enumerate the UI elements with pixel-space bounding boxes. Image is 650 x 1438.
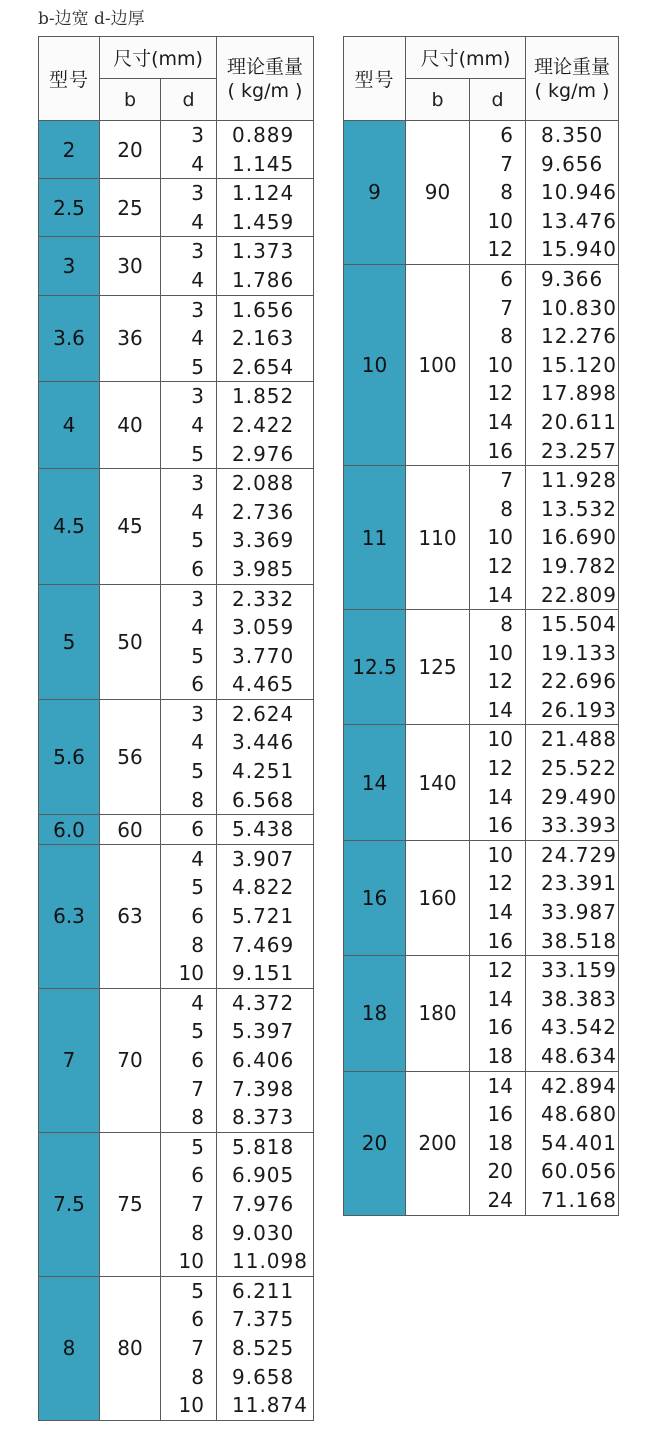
model-cell: 2: [39, 121, 100, 179]
table-row: [344, 840, 619, 955]
thickness-value: 8: [500, 180, 513, 205]
thickness-value: 5: [191, 875, 204, 900]
width-b-cell: 80: [100, 1276, 161, 1420]
header-model: 型号: [344, 37, 406, 121]
thickness-value: 7: [500, 468, 513, 493]
weight-value: 23.257: [541, 438, 617, 463]
thickness-value: 5: [191, 528, 204, 553]
thickness-d-cell: [470, 725, 526, 840]
thickness-value: 10: [487, 525, 513, 550]
model-cell: 18: [344, 956, 406, 1071]
width-b-cell: 60: [100, 815, 161, 845]
weight-value: 4.251: [232, 759, 295, 784]
thickness-value: 6: [191, 556, 204, 581]
weight-value: 11.098: [232, 1249, 308, 1274]
thickness-d-cell: [161, 699, 217, 814]
header-size: 尺寸(mm): [406, 37, 526, 79]
weight-value: 54.401: [541, 1130, 617, 1155]
thickness-value: 16: [487, 438, 513, 463]
table-row: [39, 815, 314, 845]
table-row: [39, 699, 314, 814]
thickness-d-cell: [161, 179, 217, 237]
thickness-value: 4: [191, 615, 204, 640]
thickness-value: 8: [191, 1220, 204, 1245]
thickness-value: 6: [191, 1307, 204, 1332]
weight-value: 22.809: [541, 582, 617, 607]
weight-value: 5.818: [232, 1134, 295, 1159]
thickness-value: 4: [191, 267, 204, 292]
weight-value: 2.088: [232, 471, 295, 496]
weight-value: 1.459: [232, 209, 295, 234]
thickness-value: 4: [191, 846, 204, 871]
weight-value: 3.059: [232, 615, 295, 640]
thickness-value: 8: [191, 1105, 204, 1130]
thickness-value: 3: [191, 181, 204, 206]
model-cell: 2.5: [39, 179, 100, 237]
weight-value: 8.373: [232, 1105, 295, 1130]
model-cell: 5: [39, 584, 100, 699]
thickness-value: 14: [487, 784, 513, 809]
weight-value: 33.987: [541, 900, 617, 925]
model-cell: 14: [344, 725, 406, 840]
weight-cell: [526, 725, 619, 840]
thickness-value: 4: [191, 499, 204, 524]
width-b-cell: 36: [100, 295, 161, 382]
thickness-value: 5: [191, 1019, 204, 1044]
thickness-value: 3: [191, 471, 204, 496]
weight-cell: [526, 121, 619, 265]
header-d: d: [470, 79, 526, 121]
weight-cell: [217, 295, 314, 382]
table-row: [344, 121, 619, 265]
thickness-d-cell: [161, 1276, 217, 1420]
thickness-value: 6: [191, 1048, 204, 1072]
width-b-cell: 30: [100, 237, 161, 295]
thickness-value: 4: [191, 990, 204, 1015]
thickness-value: 10: [178, 1249, 204, 1274]
weight-value: 38.383: [541, 986, 617, 1011]
weight-cell: [217, 844, 314, 988]
weight-value: 15.504: [541, 612, 617, 637]
width-b-cell: 200: [406, 1071, 470, 1215]
weight-cell: [217, 1132, 314, 1276]
model-cell: 11: [344, 466, 406, 610]
thickness-d-cell: [161, 815, 217, 845]
weight-cell: [526, 956, 619, 1071]
weight-value: 1.145: [232, 151, 295, 176]
thickness-value: 3: [191, 384, 204, 409]
table-row: [344, 264, 619, 465]
table-row: [39, 237, 314, 295]
thickness-value: 4: [191, 730, 204, 755]
weight-value: 60.056: [541, 1159, 617, 1184]
thickness-value: 10: [487, 640, 513, 665]
header-model: 型号: [39, 37, 100, 121]
model-cell: 3.6: [39, 295, 100, 382]
thickness-value: 5: [191, 1278, 204, 1303]
width-b-cell: 63: [100, 844, 161, 988]
weight-value: 3.985: [232, 556, 295, 581]
model-cell: 5.6: [39, 699, 100, 814]
thickness-value: 3: [191, 239, 204, 264]
weight-cell: [217, 815, 314, 845]
weight-value: 16.690: [541, 525, 617, 550]
model-cell: 20: [344, 1071, 406, 1215]
thickness-value: 4: [191, 209, 204, 234]
weight-value: 71.168: [541, 1187, 617, 1212]
weight-value: 4.822: [232, 875, 295, 900]
thickness-value: 18: [487, 1044, 513, 1068]
weight-value: 7.375: [232, 1307, 295, 1332]
width-b-cell: 75: [100, 1132, 161, 1276]
model-cell: 16: [344, 840, 406, 955]
model-cell: 4: [39, 382, 100, 469]
weight-value: 5.721: [232, 904, 295, 929]
thickness-value: 5: [191, 643, 204, 668]
width-b-cell: 180: [406, 956, 470, 1071]
weight-value: 11.874: [232, 1393, 308, 1418]
thickness-value: 16: [487, 813, 513, 838]
thickness-value: 7: [500, 151, 513, 176]
width-b-cell: 100: [406, 264, 470, 465]
thickness-d-cell: [470, 956, 526, 1071]
thickness-value: 4: [191, 151, 204, 176]
thickness-value: 12: [487, 958, 513, 983]
thickness-d-cell: [161, 121, 217, 179]
spec-table-right: [343, 36, 619, 1216]
table-row: [39, 1132, 314, 1276]
thickness-value: 14: [487, 582, 513, 607]
thickness-value: 3: [191, 701, 204, 726]
weight-value: 5.438: [232, 817, 295, 842]
model-cell: 6.0: [39, 815, 100, 845]
model-cell: 7.5: [39, 1132, 100, 1276]
weight-cell: [217, 699, 314, 814]
spec-table-left: [38, 36, 314, 1421]
thickness-d-cell: [161, 1132, 217, 1276]
weight-value: 0.889: [232, 123, 295, 147]
width-b-cell: 70: [100, 988, 161, 1132]
thickness-value: 12: [487, 381, 513, 406]
thickness-value: 7: [191, 1191, 204, 1216]
thickness-value: 7: [500, 295, 513, 320]
weight-value: 11.928: [541, 468, 617, 493]
model-cell: 10: [344, 264, 406, 465]
thickness-d-cell: [161, 844, 217, 988]
thickness-d-cell: [470, 121, 526, 265]
thickness-value: 18: [487, 1130, 513, 1155]
weight-value: 3.907: [232, 846, 295, 871]
weight-value: 13.476: [541, 208, 617, 233]
weight-value: 33.393: [541, 813, 617, 838]
weight-value: 25.522: [541, 756, 617, 781]
thickness-value: 14: [487, 900, 513, 925]
width-b-cell: 140: [406, 725, 470, 840]
weight-value: 8.350: [541, 123, 604, 147]
weight-value: 48.680: [541, 1102, 617, 1127]
weight-value: 20.611: [541, 409, 617, 434]
weight-value: 13.532: [541, 496, 617, 521]
weight-cell: [217, 382, 314, 469]
weight-value: 38.518: [541, 928, 617, 953]
header-b: b: [406, 79, 470, 121]
table-row: [39, 469, 314, 584]
header-weight-unit: ( kg/m ): [534, 79, 610, 102]
table-row: [344, 956, 619, 1071]
header-d: d: [161, 79, 217, 121]
thickness-value: 8: [191, 787, 204, 812]
header-size: 尺寸(mm): [100, 37, 217, 79]
weight-cell: [526, 264, 619, 465]
table-row: [39, 179, 314, 237]
weight-value: 2.163: [232, 326, 295, 351]
weight-value: 10.830: [541, 295, 617, 320]
thickness-value: 10: [487, 842, 513, 867]
weight-value: 19.133: [541, 640, 617, 665]
thickness-d-cell: [161, 469, 217, 584]
thickness-value: 12: [487, 669, 513, 694]
thickness-value: 16: [487, 928, 513, 953]
width-b-cell: 125: [406, 610, 470, 725]
thickness-value: 6: [191, 904, 204, 929]
model-cell: 3: [39, 237, 100, 295]
thickness-value: 10: [178, 1393, 204, 1418]
table-row: [39, 844, 314, 988]
model-cell: 4.5: [39, 469, 100, 584]
thickness-value: 4: [191, 412, 204, 437]
width-b-cell: 110: [406, 466, 470, 610]
weight-cell: [217, 121, 314, 179]
model-cell: 9: [344, 121, 406, 265]
weight-value: 1.124: [232, 181, 295, 206]
weight-value: 43.542: [541, 1015, 617, 1040]
weight-value: 6.568: [232, 787, 295, 812]
weight-cell: [526, 1071, 619, 1215]
weight-value: 29.490: [541, 784, 617, 809]
thickness-value: 6: [500, 266, 513, 291]
thickness-value: 8: [500, 612, 513, 637]
thickness-value: 4: [191, 326, 204, 351]
weight-value: 9.030: [232, 1220, 295, 1245]
thickness-value: 24: [487, 1187, 513, 1212]
weight-value: 2.332: [232, 586, 295, 611]
table-row: [39, 121, 314, 179]
weight-value: 1.786: [232, 267, 295, 292]
thickness-d-cell: [470, 264, 526, 465]
thickness-value: 12: [487, 237, 513, 262]
width-b-cell: 90: [406, 121, 470, 265]
thickness-d-cell: [161, 584, 217, 699]
header-weight-title: 理论重量: [226, 55, 303, 78]
weight-value: 9.366: [541, 266, 604, 291]
weight-value: 2.736: [232, 499, 295, 524]
thickness-d-cell: [470, 1071, 526, 1215]
thickness-value: 3: [191, 297, 204, 322]
weight-cell: [217, 584, 314, 699]
weight-value: 3.446: [232, 730, 295, 755]
thickness-value: 5: [191, 441, 204, 466]
weight-value: 2.422: [232, 412, 295, 437]
weight-value: 4.465: [232, 672, 295, 697]
table-row: [344, 466, 619, 610]
thickness-value: 8: [500, 496, 513, 521]
weight-cell: [217, 988, 314, 1132]
thickness-value: 10: [487, 727, 513, 752]
header-weight-unit: ( kg/m ): [227, 79, 303, 102]
weight-cell: [217, 1276, 314, 1420]
weight-cell: [526, 466, 619, 610]
weight-value: 12.276: [541, 324, 617, 349]
thickness-value: 10: [487, 352, 513, 377]
thickness-value: 5: [191, 759, 204, 784]
weight-value: 7.976: [232, 1191, 295, 1216]
weight-value: 24.729: [541, 842, 617, 867]
weight-value: 6.905: [232, 1163, 295, 1188]
width-b-cell: 40: [100, 382, 161, 469]
thickness-value: 16: [487, 1015, 513, 1040]
weight-value: 9.151: [232, 961, 295, 986]
spec-table-body: [344, 121, 619, 1216]
thickness-value: 14: [487, 986, 513, 1011]
weight-value: 4.372: [232, 990, 295, 1015]
thickness-value: 12: [487, 756, 513, 781]
spec-table-body: [39, 121, 314, 1421]
thickness-d-cell: [161, 237, 217, 295]
width-b-cell: 20: [100, 121, 161, 179]
weight-value: 2.976: [232, 441, 295, 466]
weight-value: 33.159: [541, 958, 617, 983]
model-cell: 6.3: [39, 844, 100, 988]
width-b-cell: 160: [406, 840, 470, 955]
thickness-value: 5: [191, 354, 204, 379]
weight-cell: [217, 179, 314, 237]
table-row: [39, 584, 314, 699]
thickness-value: 14: [487, 409, 513, 434]
header-weight: [217, 37, 314, 121]
thickness-d-cell: [161, 988, 217, 1132]
weight-value: 1.852: [232, 384, 295, 409]
thickness-d-cell: [470, 840, 526, 955]
model-cell: 7: [39, 988, 100, 1132]
thickness-value: 6: [191, 672, 204, 697]
thickness-value: 3: [191, 123, 204, 147]
thickness-value: 6: [500, 123, 513, 147]
weight-value: 1.656: [232, 297, 295, 322]
thickness-value: 12: [487, 871, 513, 896]
header-weight: [526, 37, 619, 121]
weight-value: 9.656: [541, 151, 604, 176]
weight-cell: [217, 469, 314, 584]
thickness-value: 16: [487, 1102, 513, 1127]
weight-cell: [217, 237, 314, 295]
header-b: b: [100, 79, 161, 121]
header-weight-title: 理论重量: [533, 55, 610, 78]
thickness-value: 14: [487, 1073, 513, 1098]
weight-value: 26.193: [541, 697, 617, 722]
thickness-d-cell: [161, 295, 217, 382]
weight-cell: [526, 840, 619, 955]
width-b-cell: 25: [100, 179, 161, 237]
width-b-cell: 50: [100, 584, 161, 699]
weight-value: 2.624: [232, 701, 295, 726]
width-b-cell: 45: [100, 469, 161, 584]
weight-value: 6.211: [232, 1278, 295, 1303]
thickness-value: 6: [191, 817, 204, 842]
weight-value: 7.469: [232, 932, 295, 957]
weight-value: 1.373: [232, 239, 295, 264]
weight-value: 17.898: [541, 381, 617, 406]
thickness-value: 5: [191, 1134, 204, 1159]
model-cell: 12.5: [344, 610, 406, 725]
table-row: [39, 295, 314, 382]
weight-value: 3.369: [232, 528, 295, 553]
weight-value: 3.770: [232, 643, 295, 668]
thickness-d-cell: [470, 610, 526, 725]
weight-value: 19.782: [541, 553, 617, 578]
table-row: [39, 1276, 314, 1420]
weight-value: 21.488: [541, 727, 617, 752]
table-row: [344, 1071, 619, 1215]
weight-value: 15.940: [541, 237, 617, 262]
thickness-value: 7: [191, 1076, 204, 1101]
thickness-value: 8: [191, 1364, 204, 1389]
weight-value: 15.120: [541, 352, 617, 377]
thickness-value: 10: [487, 208, 513, 233]
weight-value: 42.894: [541, 1073, 617, 1098]
thickness-value: 8: [500, 324, 513, 349]
weight-value: 23.391: [541, 871, 617, 896]
table-row: [344, 725, 619, 840]
thickness-value: 14: [487, 697, 513, 722]
table-row: [39, 988, 314, 1132]
weight-value: 9.658: [232, 1364, 295, 1389]
thickness-value: 20: [487, 1159, 513, 1184]
weight-value: 10.946: [541, 180, 617, 205]
thickness-value: 10: [178, 961, 204, 986]
weight-value: 5.397: [232, 1019, 295, 1044]
weight-value: 6.406: [232, 1048, 295, 1072]
thickness-d-cell: [470, 466, 526, 610]
model-cell: 8: [39, 1276, 100, 1420]
weight-cell: [526, 610, 619, 725]
thickness-value: 7: [191, 1335, 204, 1360]
thickness-value: 12: [487, 553, 513, 578]
caption-legend: b-边宽 d-边厚: [38, 9, 145, 29]
thickness-d-cell: [161, 382, 217, 469]
weight-value: 2.654: [232, 354, 295, 379]
thickness-value: 8: [191, 932, 204, 957]
weight-value: 8.525: [232, 1335, 295, 1360]
thickness-value: 3: [191, 586, 204, 611]
table-row: [344, 610, 619, 725]
weight-value: 48.634: [541, 1044, 617, 1068]
width-b-cell: 56: [100, 699, 161, 814]
thickness-value: 6: [191, 1163, 204, 1188]
table-row: [39, 382, 314, 469]
weight-value: 7.398: [232, 1076, 295, 1101]
weight-value: 22.696: [541, 669, 617, 694]
